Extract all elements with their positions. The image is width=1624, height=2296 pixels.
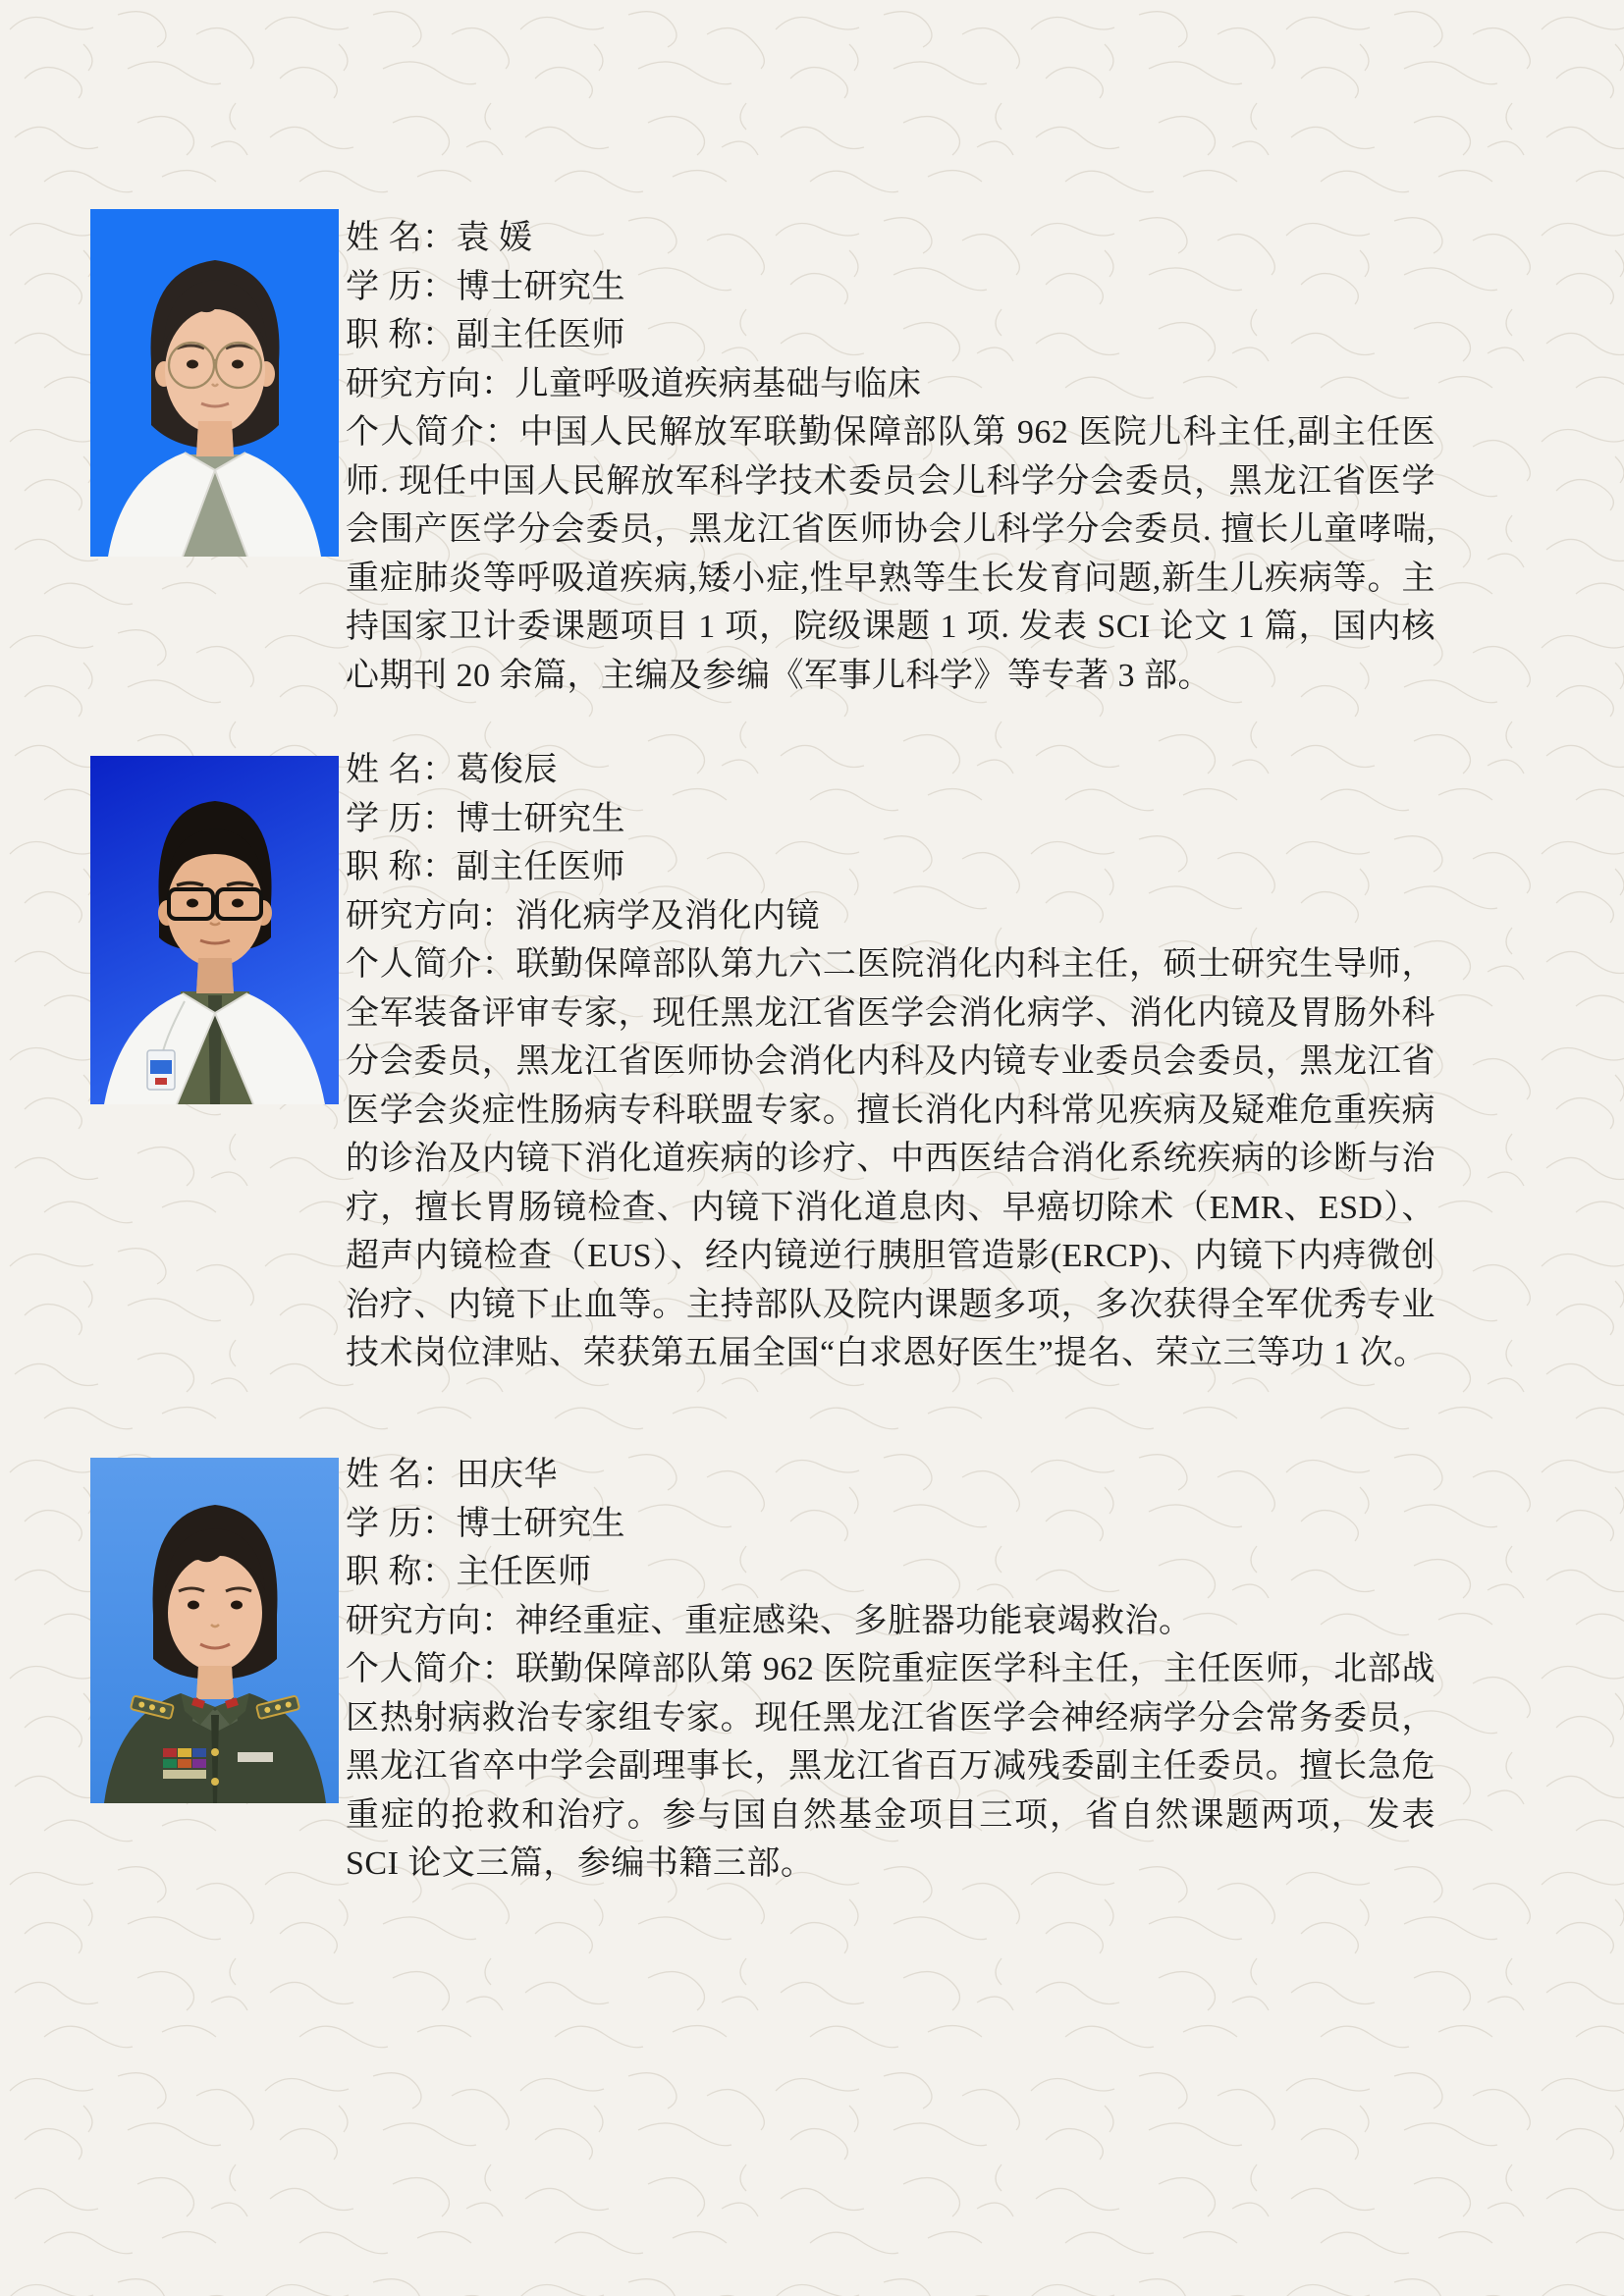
portrait-woman-labcoat-illustration: [90, 209, 339, 557]
field-value: 葛俊辰: [456, 752, 558, 788]
field-row-research: [346, 360, 1435, 409]
field-value: 消化病学及消化内镜: [514, 897, 820, 934]
field-label: 职 称：: [346, 317, 457, 353]
field-row-name: [346, 214, 1435, 263]
field-value: 儿童呼吸道疾病基础与临床: [514, 365, 922, 402]
field-label: 研究方向：: [346, 1602, 515, 1639]
field-label: 学 历：: [346, 1505, 457, 1542]
field-label: 研究方向：: [346, 365, 515, 402]
field-label: 职 称：: [346, 849, 457, 885]
profile-photo-1: [90, 209, 339, 557]
profile-photo-2: [90, 756, 339, 1104]
field-row-name: [346, 1451, 1435, 1500]
intro-paragraph: [346, 940, 1435, 1378]
field-row-degree: [346, 263, 1435, 312]
field-value: 主任医师: [456, 1554, 592, 1590]
field-row-degree: [346, 795, 1435, 844]
profile-photo-3: [90, 1458, 339, 1803]
intro-text: 中国人民解放军联勤保障部队第 962 医院儿科主任,副主任医师. 现任中国人民解放军科学技术委员会儿科学分会委员，黑龙江省医学会围产医学分会委员，黑龙江省医师协会儿科学分会委员. 擅长儿童哮喘,重症肺炎等呼吸道疾病,矮小症,性早熟等生长发育问题,新生儿疾病等。主持国家卫计委课题项目 1 项，院级课题 1 项. 发表 SCI 论文 1 篇，国内核心期刊 20 余篇，主编及参编《军事儿科学》等专著 3 部。: [346, 414, 1436, 694]
intro-label: 个人简介：: [346, 1651, 516, 1687]
field-row-research: [346, 1597, 1435, 1646]
portrait-man-labcoat-illustration: [90, 756, 339, 1104]
field-row-title: [346, 311, 1435, 360]
intro-paragraph: [346, 1645, 1435, 1889]
field-row-name: [346, 746, 1435, 795]
field-label: 姓 名：: [346, 752, 457, 788]
profile-info-2: [346, 746, 1435, 1378]
field-value: 博士研究生: [456, 268, 625, 305]
field-label: 姓 名：: [346, 1457, 457, 1493]
field-label: 职 称：: [346, 1554, 457, 1590]
field-row-title: [346, 843, 1435, 892]
field-value: 副主任医师: [456, 317, 625, 353]
portrait-woman-military-uniform-illustration: [90, 1458, 339, 1803]
field-value: 田庆华: [456, 1457, 558, 1493]
field-value: 博士研究生: [456, 1505, 625, 1542]
field-row-degree: [346, 1500, 1435, 1549]
field-row-title: [346, 1548, 1435, 1597]
intro-text: 联勤保障部队第九六二医院消化内科主任，硕士研究生导师，全军装备评审专家，现任黑龙江省医学会消化病学、消化内镜及胃肠外科分会委员，黑龙江省医师协会消化内科及内镜专业委员会委员，黑龙江省医学会炎症性肠病专科联盟专家。擅长消化内科常见疾病及疑难危重疾病的诊治及内镜下消化道疾病的诊疗、中西医结合消化系统疾病的诊断与治疗，擅长胃肠镜检查、内镜下消化道息肉、早癌切除术（EMR、ESD）、超声内镜检查（EUS）、经内镜逆行胰胆管造影(ERCP)、内镜下内痔微创治疗、内镜下止血等。主持部队及院内课题多项，多次获得全军优秀专业技术岗位津贴、荣获第五届全国“白求恩好医生”提名、荣立三等功 1 次。: [346, 946, 1435, 1371]
field-label: 学 历：: [346, 800, 457, 837]
field-label: 姓 名：: [346, 220, 457, 256]
field-value: 袁 媛: [456, 220, 533, 256]
intro-label: 个人简介：: [346, 414, 520, 451]
profile-info-1: [346, 214, 1435, 700]
field-value: 副主任医师: [456, 849, 625, 885]
field-row-research: [346, 892, 1435, 941]
field-label: 学 历：: [346, 268, 457, 305]
field-label: 研究方向：: [346, 897, 515, 934]
field-value: 博士研究生: [456, 800, 625, 837]
profile-info-3: [346, 1451, 1435, 1889]
intro-label: 个人简介：: [346, 946, 516, 983]
field-value: 神经重症、重症感染、多脏器功能衰竭救治。: [514, 1602, 1193, 1639]
intro-paragraph: [346, 408, 1435, 700]
intro-text: 联勤保障部队第 962 医院重症医学科主任，主任医师，北部战区热射病救治专家组专家。现任黑龙江省医学会神经病学分会常务委员，黑龙江省卒中学会副理事长，黑龙江省百万减残委副主任委员。擅长急危重症的抢救和治疗。参与国自然基金项目三项，省自然课题两项，发表 SCI 论文三篇，参编书籍三部。: [346, 1651, 1436, 1882]
